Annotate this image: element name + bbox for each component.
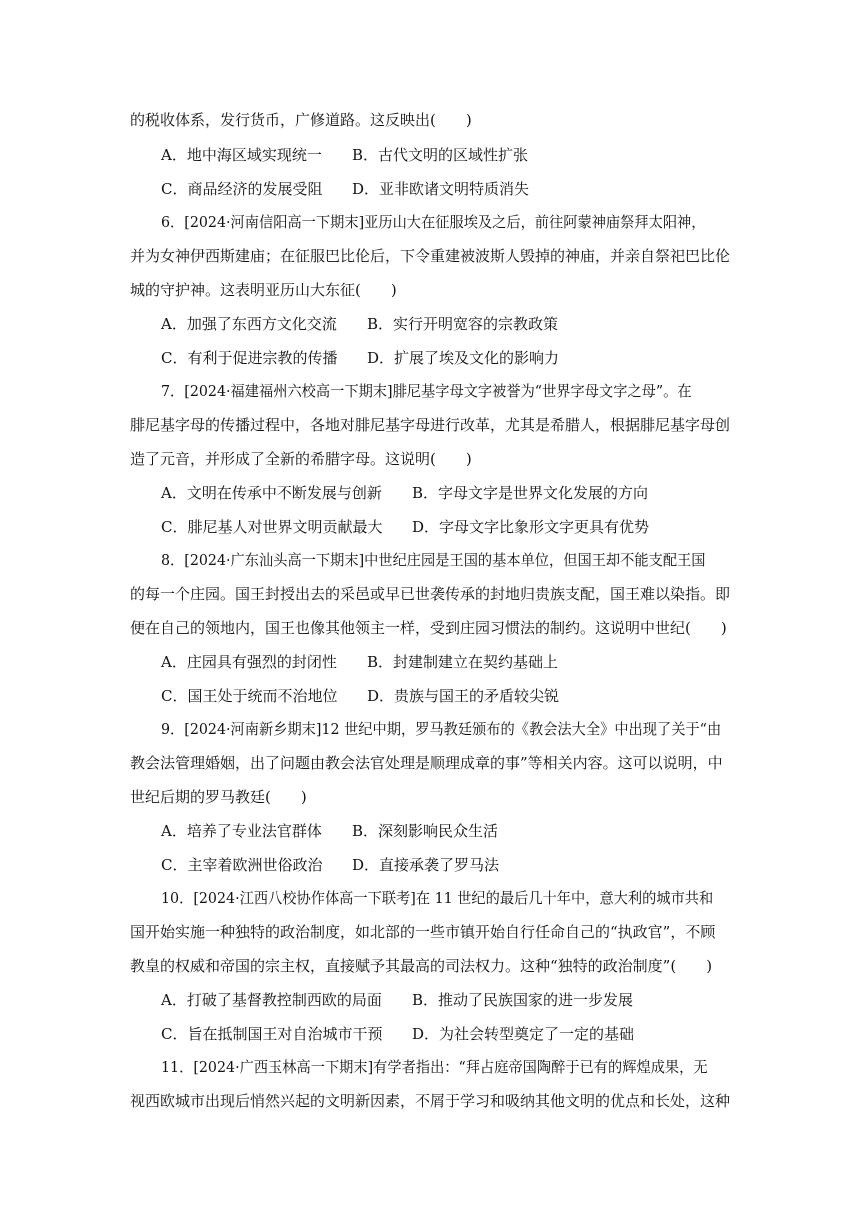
q10-stem-line-1: 10．[2024·江西八校协作体高一下联考]在 11 世纪的最后几十年中，意大利的城市共和 (161, 889, 714, 907)
q6-option-d: D．扩展了埃及文化的影响力 (367, 349, 560, 367)
q10-option-b: B．推动了民族国家的进一步发展 (412, 991, 634, 1009)
q9-stem-line-2: 教会法管理婚姻，出了问题由教会法官处理是顺理成章的事”等相关内容。这可以说明，中 (130, 754, 723, 772)
q6-stem-line-3: 城的守护神。这表明亚历山大东征( ) (130, 281, 397, 299)
q10-stem-line-3: 教皇的权威和帝国的宗主权，直接赋予其最高的司法权力。这种“独特的政治制度”( ) (130, 957, 713, 975)
q6-option-a: A．加强了东西方文化交流 (161, 315, 337, 333)
q8-option-a: A．庄园具有强烈的封闭性 (161, 653, 337, 671)
q6-stem-line-1: 6．[2024·河南信阳高一下期末]亚历山大在征服埃及之后，前往阿蒙神庙祭拜太阳神， (161, 213, 706, 231)
q8-option-c: C．国王处于统而不治地位 (161, 687, 338, 705)
q5-option-d: D．亚非欧诸文明特质消失 (352, 180, 530, 198)
q7-stem-line-1: 7．[2024·福建福州六校高一下期末]腓尼基字母文字被誉为“世界字母文字之母”。在 (161, 382, 692, 400)
q10-option-a: A．打破了基督教控制西欧的局面 (161, 991, 382, 1009)
q10-option-c: C．旨在抵制国王对自治城市干预 (161, 1025, 383, 1043)
q7-option-a: A．文明在传承中不断发展与创新 (161, 484, 382, 502)
q5-option-a: A．地中海区域实现统一 (161, 146, 322, 164)
q7-option-d: D．字母文字比象形文字更具有优势 (412, 518, 650, 536)
q5-stem-line-1: 的税收体系，发行货币，广修道路。这反映出( ) (130, 111, 472, 129)
q6-option-c: C．有利于促进宗教的传播 (161, 349, 338, 367)
q7-option-c: C．腓尼基人对世界文明贡献最大 (161, 518, 383, 536)
q5-option-b: B．古代文明的区域性扩张 (352, 146, 529, 164)
q11-stem-line-1: 11．[2024·广西玉林高一下期末]有学者指出：“拜占庭帝国陶醉于已有的辉煌成果，无 (161, 1058, 708, 1076)
q6-option-b: B．实行开明宽容的宗教政策 (367, 315, 559, 333)
q9-stem-line-1: 9．[2024·河南新乡期末]12 世纪中期，罗马教廷颁布的《教会法大全》中出现了关于“由 (161, 720, 722, 738)
q7-option-b: B．字母文字是世界文化发展的方向 (412, 484, 649, 502)
q9-option-c: C．主宰着欧洲世俗政治 (161, 856, 323, 874)
q8-option-b: B．封建制建立在契约基础上 (367, 653, 559, 671)
q9-option-d: D．直接承袭了罗马法 (352, 856, 500, 874)
q8-stem-line-2: 的每一个庄园。国王封授出去的采邑或早已世袭传承的封地归贵族支配，国王难以染指。即 (130, 585, 731, 603)
q8-stem-line-3: 便在自己的领地内，国王也像其他领主一样，受到庄园习惯法的制约。这说明中世纪( ) (130, 619, 727, 637)
q8-option-d: D．贵族与国王的矛盾较尖锐 (367, 687, 560, 705)
q10-option-d: D．为社会转型奠定了一定的基础 (412, 1025, 635, 1043)
q9-option-a: A．培养了专业法官群体 (161, 822, 322, 840)
q9-stem-line-3: 世纪后期的罗马教廷( ) (130, 788, 307, 806)
q8-stem-line-1: 8．[2024·广东汕头高一下期末]中世纪庄园是王国的基本单位，但国王却不能支配王国 (161, 551, 706, 569)
q6-stem-line-2: 并为女神伊西斯建庙；在征服巴比伦后，下令重建被波斯人毁掉的神庙，并亲自祭祀巴比伦 (130, 247, 731, 265)
q11-stem-line-2: 视西欧城市出现后悄然兴起的文明新因素，不屑于学习和吸纳其他文明的优点和长处，这种 (130, 1092, 731, 1110)
q5-option-c: C．商品经济的发展受阻 (161, 180, 323, 198)
q7-stem-line-2: 腓尼基字母的传播过程中，各地对腓尼基字母进行改革，尤其是希腊人，根据腓尼基字母创 (130, 416, 731, 434)
q10-stem-line-2: 国开始实施一种独特的政治制度，如北部的一些市镇开始自行任命自己的“执政官”，不顾 (130, 923, 716, 941)
q9-option-b: B．深刻影响民众生活 (352, 822, 499, 840)
q7-stem-line-3: 造了元音，并形成了全新的希腊字母。这说明( ) (130, 450, 472, 468)
